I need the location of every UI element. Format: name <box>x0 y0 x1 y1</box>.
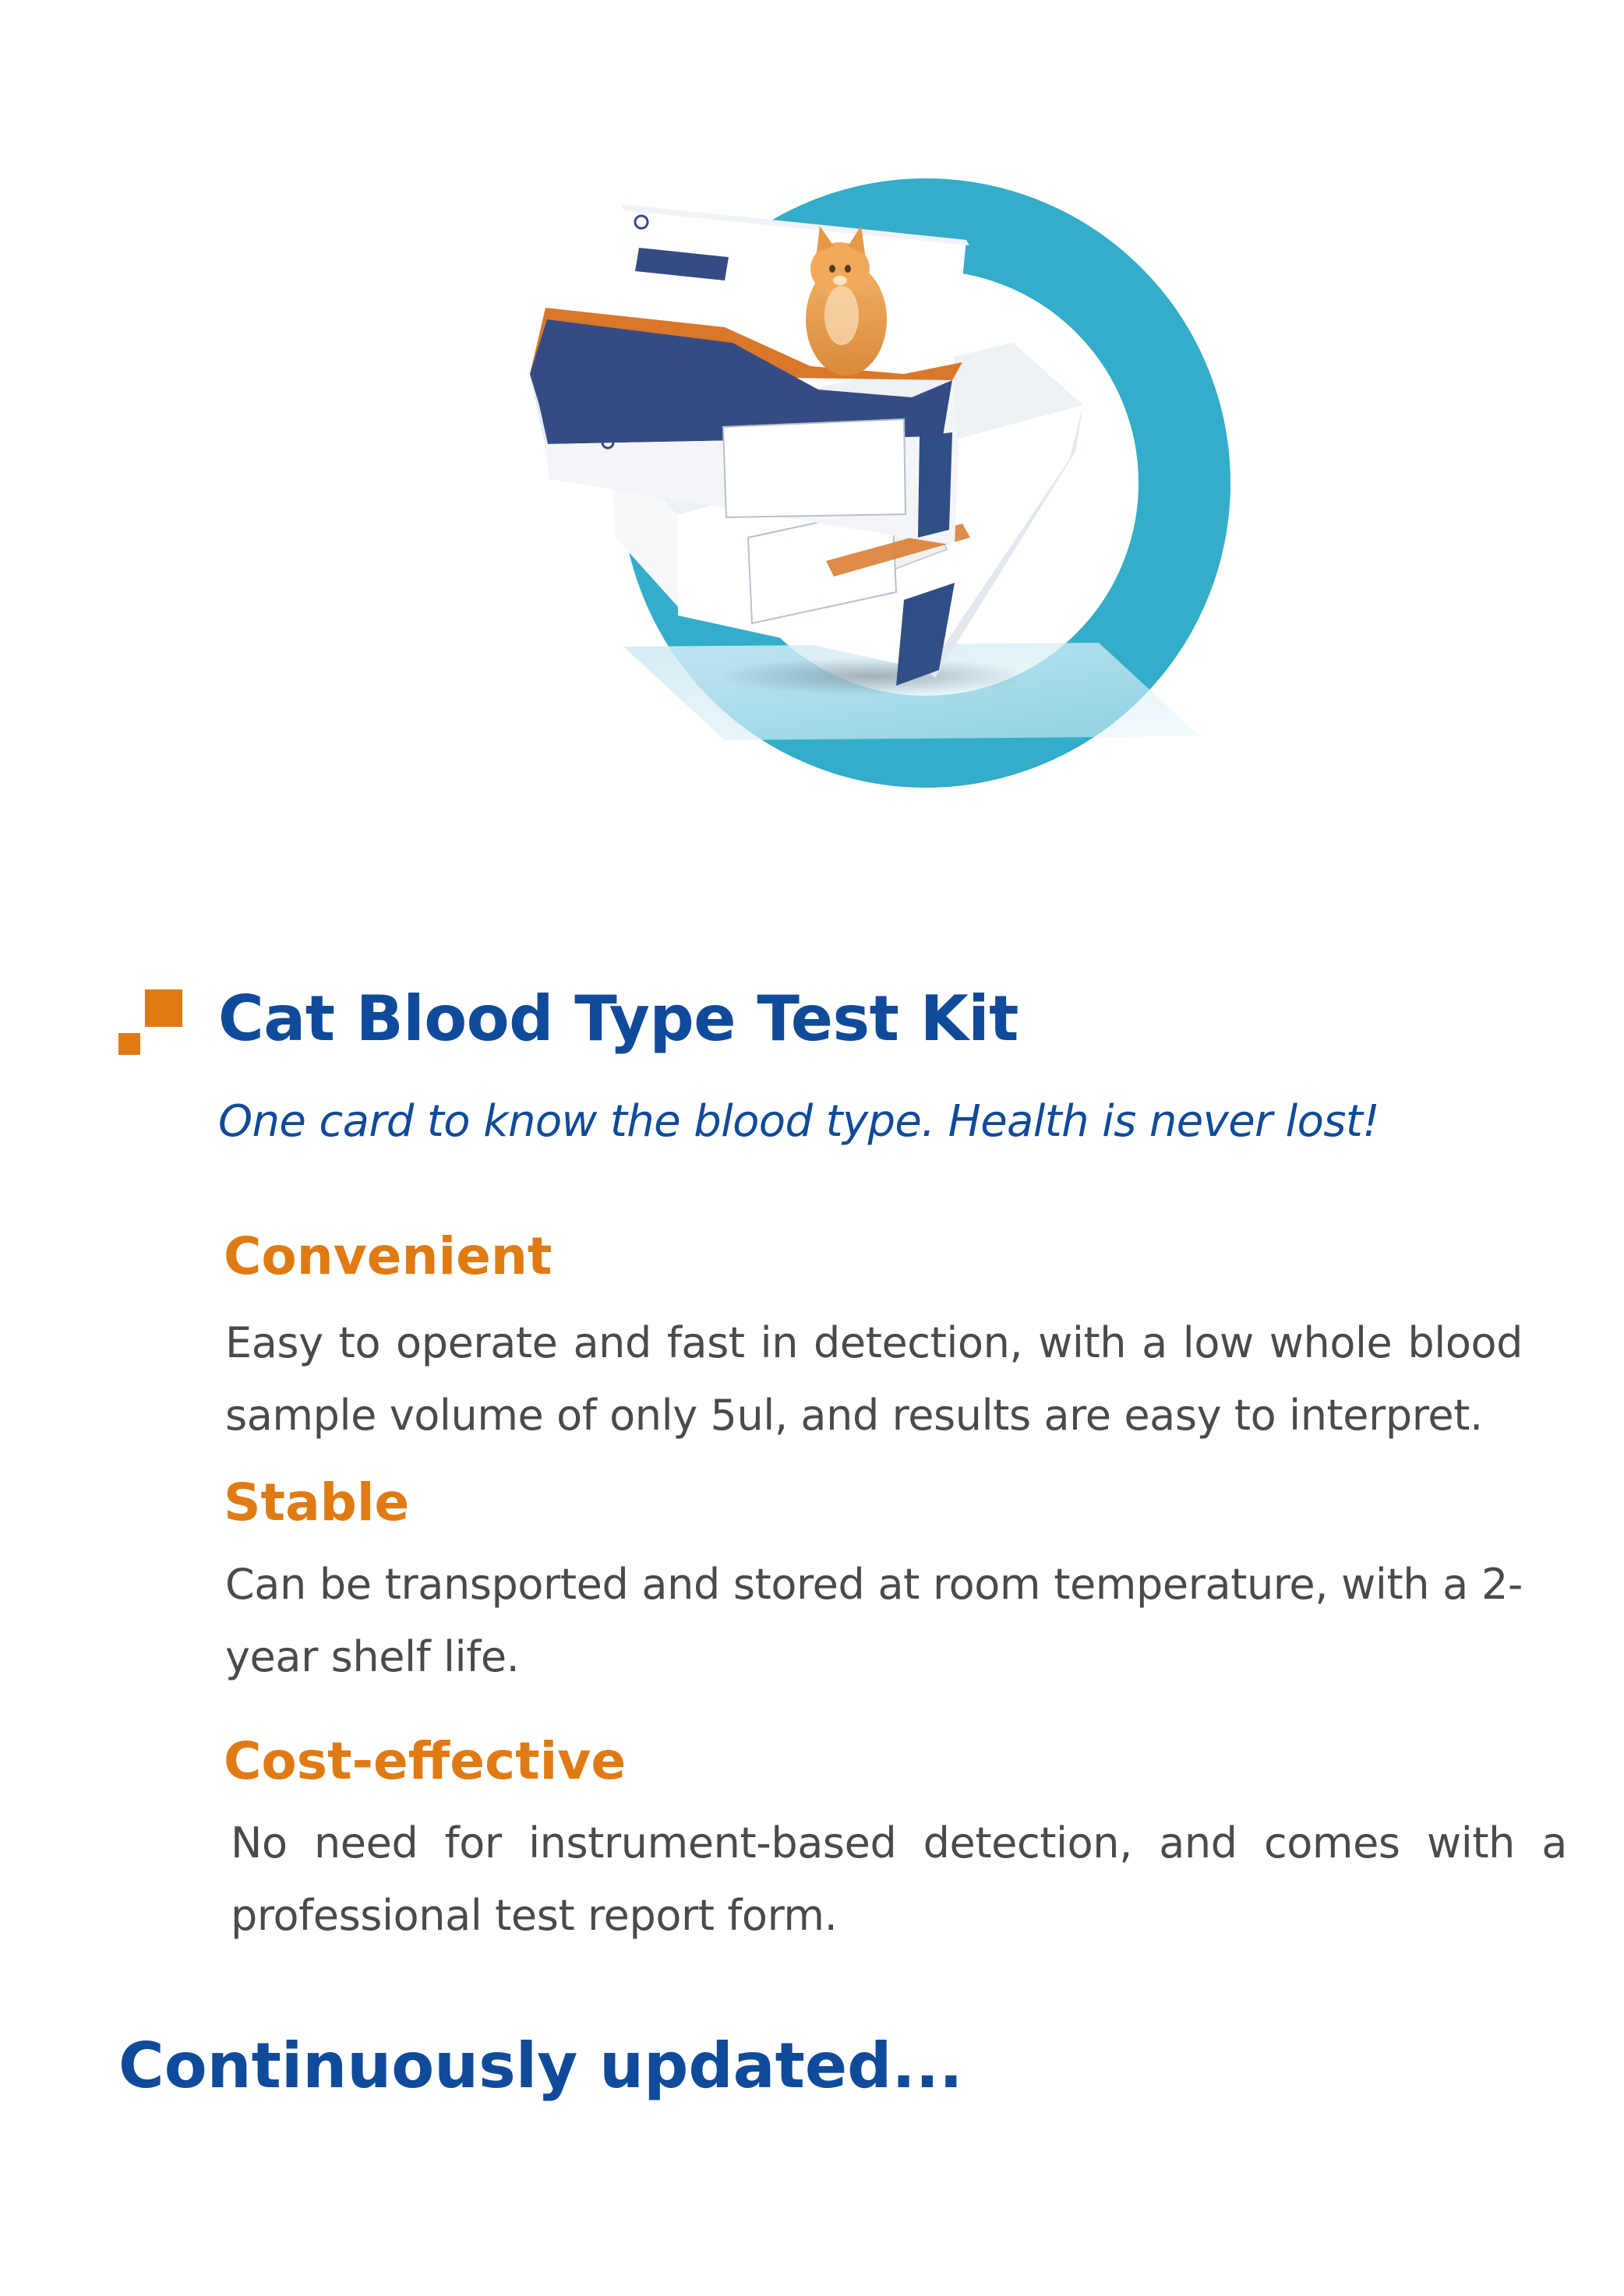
orange-squares-icon <box>118 989 182 1055</box>
product-tagline: One card to know the blood type. Health is never lost! <box>218 1096 1380 1147</box>
feature-heading-convenient: Convenient <box>224 1226 553 1286</box>
feature-body-stable: Can be transported and stored at room temperature, with a 2-year shelf life. <box>225 1560 1523 1681</box>
orange-square-large <box>145 989 182 1027</box>
product-image <box>0 0 1624 873</box>
product-title-row <box>118 972 1287 1066</box>
feature-heading-cost-effective: Cost-effective <box>224 1731 627 1791</box>
feature-body-cost-effective: No need for instrument-based detection, and comes with a professional test report form. <box>231 1818 1567 1940</box>
product-title: Cat Blood Type Test Kit <box>218 982 1019 1055</box>
product-box-upper <box>530 204 969 545</box>
feature-heading-stable: Stable <box>224 1472 410 1532</box>
orange-square-small <box>118 1033 140 1055</box>
continuously-updated-footer: Continuously updated... <box>118 2030 963 2102</box>
feature-body-convenient: Easy to operate and fast in detection, with a low whole blood sample volume of only 5ul, and results are easy to interpret. <box>225 1318 1523 1440</box>
product-hero <box>0 0 1624 873</box>
